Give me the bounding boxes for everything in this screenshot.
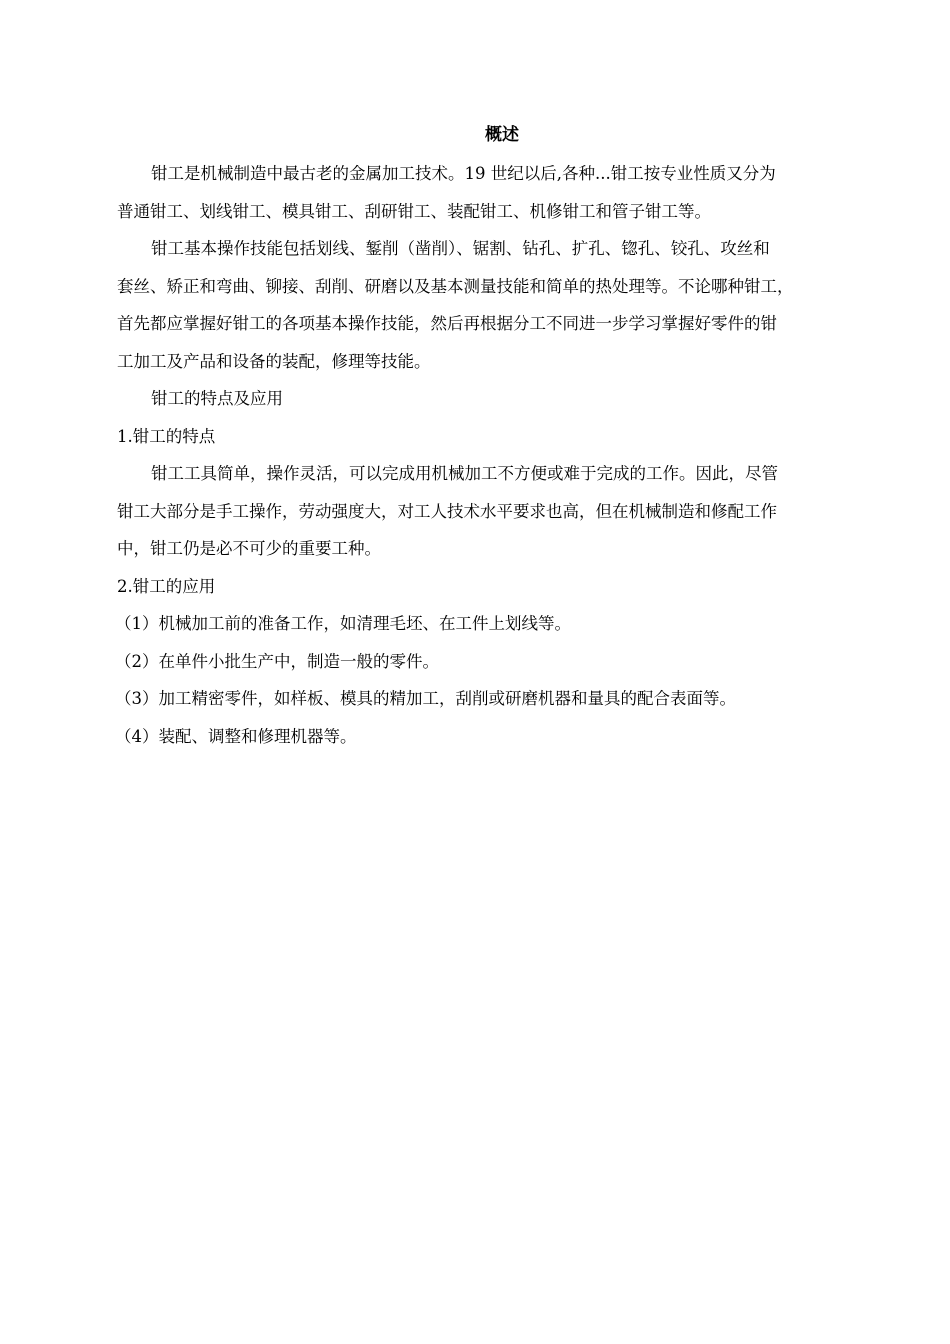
paragraph-line: 中，钳工仍是必不可少的重要工种。 [117, 539, 381, 558]
list-item: （4）装配、调整和修理机器等。 [115, 726, 357, 746]
paragraph-2 [117, 230, 887, 380]
list-item: （1）机械加工前的准备工作，如清理毛坯、在工件上划线等。 [115, 614, 571, 633]
application-list [117, 605, 887, 755]
paragraph-line: 钳工大部分是手工操作，劳动强度大，对工人技术水平要求也高，但在机械制造和修配工作 [117, 501, 777, 521]
list-item: （2）在单件小批生产中，制造一般的零件。 [115, 651, 439, 671]
paragraph-line: 普通钳工、划线钳工、模具钳工、刮研钳工、装配钳工、机修钳工和管子钳工等。 [117, 201, 711, 221]
paragraph-line: 套丝、矫正和弯曲、铆接、刮削、研磨以及基本测量技能和简单的热处理等。不论哪种钳工， [117, 276, 794, 296]
paragraph-line: 钳工基本操作技能包括划线、錾削（凿削）、锯割、钻孔、扩孔、锪孔、铰孔、攻丝和 [151, 239, 770, 258]
paragraph-line: 首先都应掌握好钳工的各项基本操作技能，然后再根据分工不同进一步学习掌握好零件的钳 [117, 314, 777, 333]
paragraph-line: 工加工及产品和设备的装配，修理等技能。 [117, 351, 431, 371]
document-body [117, 118, 887, 755]
paragraph-1 [117, 155, 887, 230]
paragraph-line: 钳工工具简单，操作灵活，可以完成用机械加工不方便或难于完成的工作。因此，尽管 [151, 464, 778, 483]
subsection-heading: 2.钳工的应用 [117, 576, 216, 596]
section-heading: 钳工的特点及应用 [151, 389, 283, 408]
list-item: （3）加工精密零件，如样板、模具的精加工，刮削或研磨机器和量具的配合表面等。 [115, 689, 736, 708]
subsection-1-paragraph [117, 455, 887, 568]
paragraph-line: 钳工是机械制造中最古老的金属加工技术。19 世纪以后,各种...钳工按专业性质又分为 [151, 164, 776, 183]
subsection-heading: 1.钳工的特点 [117, 426, 216, 446]
page-title: 概述 [485, 125, 519, 145]
